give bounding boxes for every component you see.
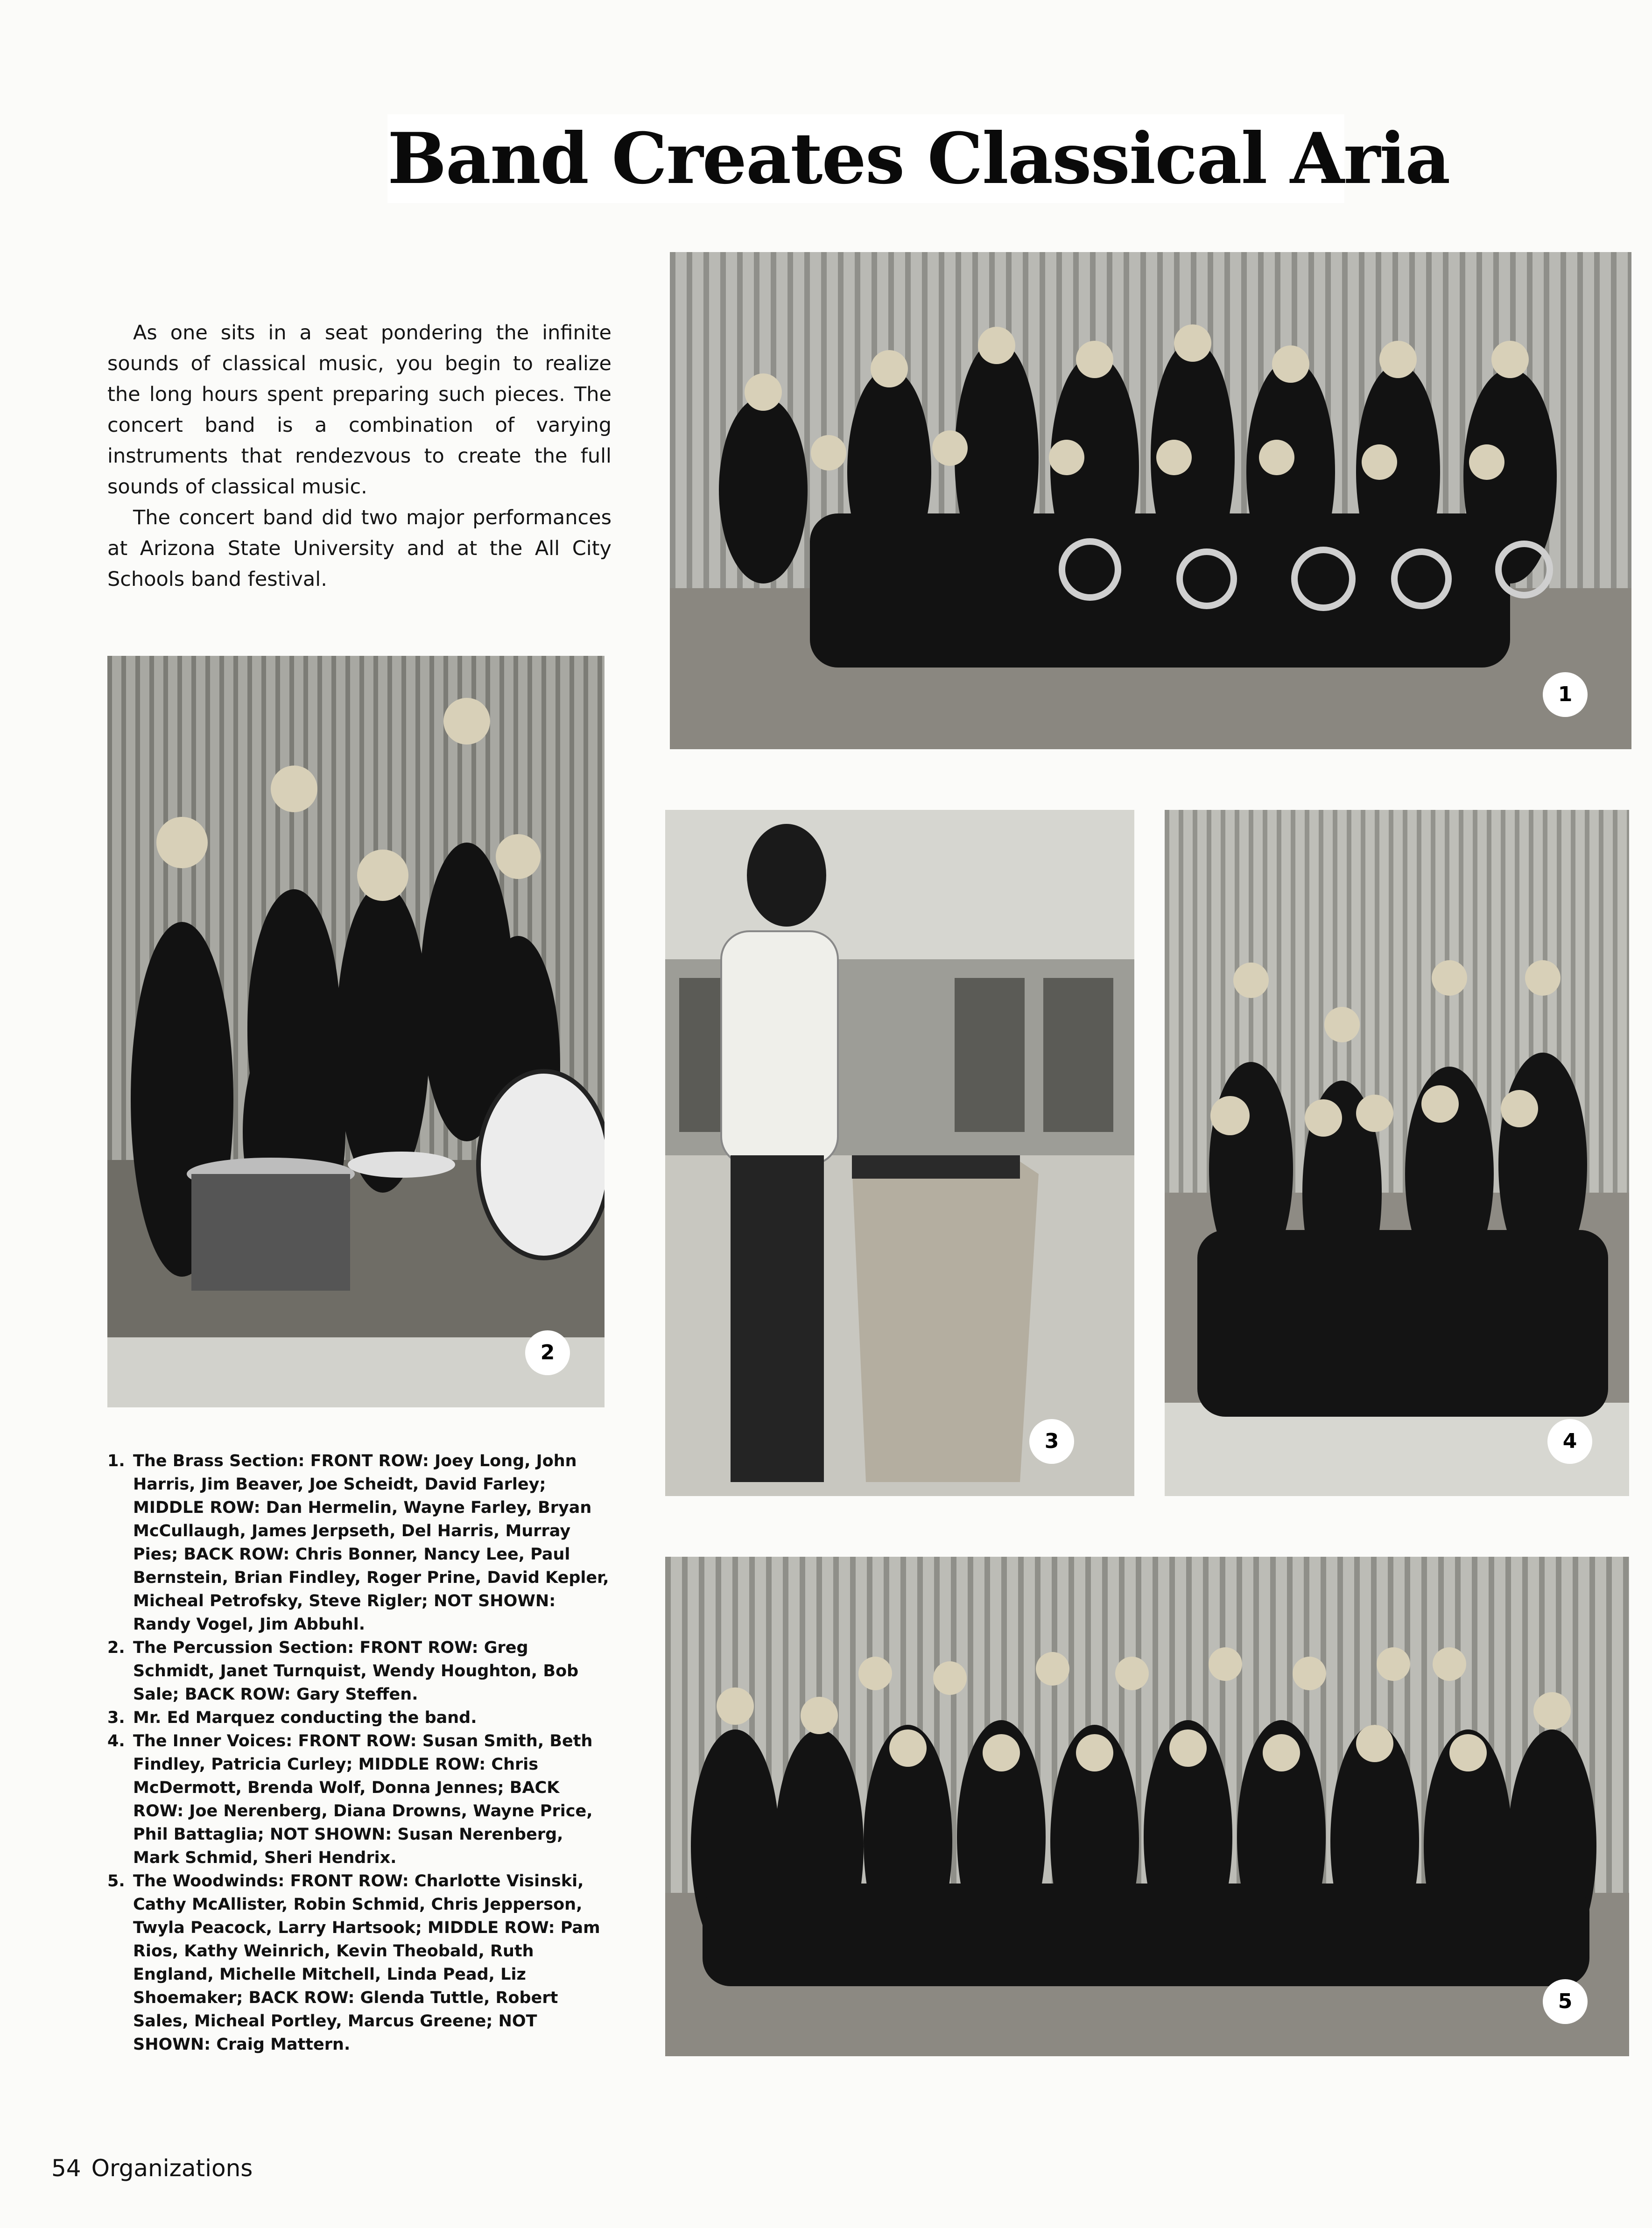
page-number: 54 xyxy=(51,2155,81,2182)
page-title: Band Creates Classical Aria xyxy=(387,114,1344,203)
photo-woodwinds xyxy=(665,1557,1629,2056)
caption-item xyxy=(107,1870,614,2056)
photo-number-badge: 2 xyxy=(525,1330,570,1375)
photo-percussion-section xyxy=(107,656,605,1407)
photo-captions xyxy=(107,1449,614,2056)
photo-number-badge: 4 xyxy=(1547,1419,1592,1464)
photo-brass-section xyxy=(670,252,1631,749)
photo-conductor xyxy=(665,810,1134,1496)
caption-text: The Percussion Section: FRONT ROW: Greg Schmidt, Janet Turnquist, Wendy Houghton, Bob Sale; BACK ROW: Gary Steffen. xyxy=(133,1638,579,1704)
caption-text: The Woodwinds: FRONT ROW: Charlotte Visinski, Cathy McAllister, Robin Schmid, Chris Jepperson, Twyla Peacock, Larry Hartsook; MIDDLE ROW: Pam Rios, Kathy Weinrich, Kevin Theobald, Ruth England, Michelle Mitchell, Linda Pead, Liz Shoemaker; BACK ROW: Glenda Tuttle, Robert Sales, Micheal Portley, Marcus Greene; NOT SHOWN: Craig Mattern. xyxy=(133,1872,600,2054)
caption-text: The Brass Section: FRONT ROW: Joey Long, John Harris, Jim Beaver, Joe Scheidt, David Farley; MIDDLE ROW: Dan Hermelin, Wayne Farley, Bryan McCullaugh, James Jerpseth, Del Harris, Murray Pies; BACK ROW: Chris Bonner, Nancy Lee, Paul Bernstein, Brian Findley, Roger Prine, David Kepler, Micheal Petrofsky, Steve Rigler; NOT SHOWN: Randy Vogel, Jim Abbuhl. xyxy=(133,1452,609,1634)
caption-item xyxy=(107,1729,614,1870)
photo-number-badge: 1 xyxy=(1543,672,1588,717)
intro-paragraph-1: As one sits in a seat pondering the infinite sounds of classical music, you begin to realize the long hours spent preparing such pieces. The concert band is a combination of varying instruments that rendezvous to create the full sounds of classical music. xyxy=(107,321,612,499)
photo-inner-voices xyxy=(1165,810,1629,1496)
caption-number: 2. xyxy=(107,1638,125,1657)
caption-item xyxy=(107,1449,614,1636)
caption-text: Mr. Ed Marquez conducting the band. xyxy=(133,1708,477,1727)
section-name: Organizations xyxy=(91,2155,253,2182)
caption-number: 4. xyxy=(107,1732,125,1750)
page-footer xyxy=(51,2154,253,2182)
photo-number-badge: 3 xyxy=(1029,1419,1074,1464)
caption-item xyxy=(107,1706,614,1729)
intro-text xyxy=(107,317,612,595)
caption-item xyxy=(107,1636,614,1706)
caption-number: 5. xyxy=(107,1872,125,1891)
caption-number: 1. xyxy=(107,1452,125,1470)
photo-number-badge: 5 xyxy=(1543,1979,1588,2024)
caption-text: The Inner Voices: FRONT ROW: Susan Smith, Beth Findley, Patricia Curley; MIDDLE ROW: Chris McDermott, Brenda Wolf, Donna Jennes; BACK ROW: Joe Nerenberg, Diana Drowns, Wayne Price, Phil Battaglia; NOT SHOWN: Susan Nerenberg, Mark Schmid, Sheri Hendrix. xyxy=(133,1732,593,1867)
caption-number: 3. xyxy=(107,1708,125,1727)
intro-paragraph-2: The concert band did two major performances at Arizona State University and at the All City Schools band festival. xyxy=(107,506,612,591)
